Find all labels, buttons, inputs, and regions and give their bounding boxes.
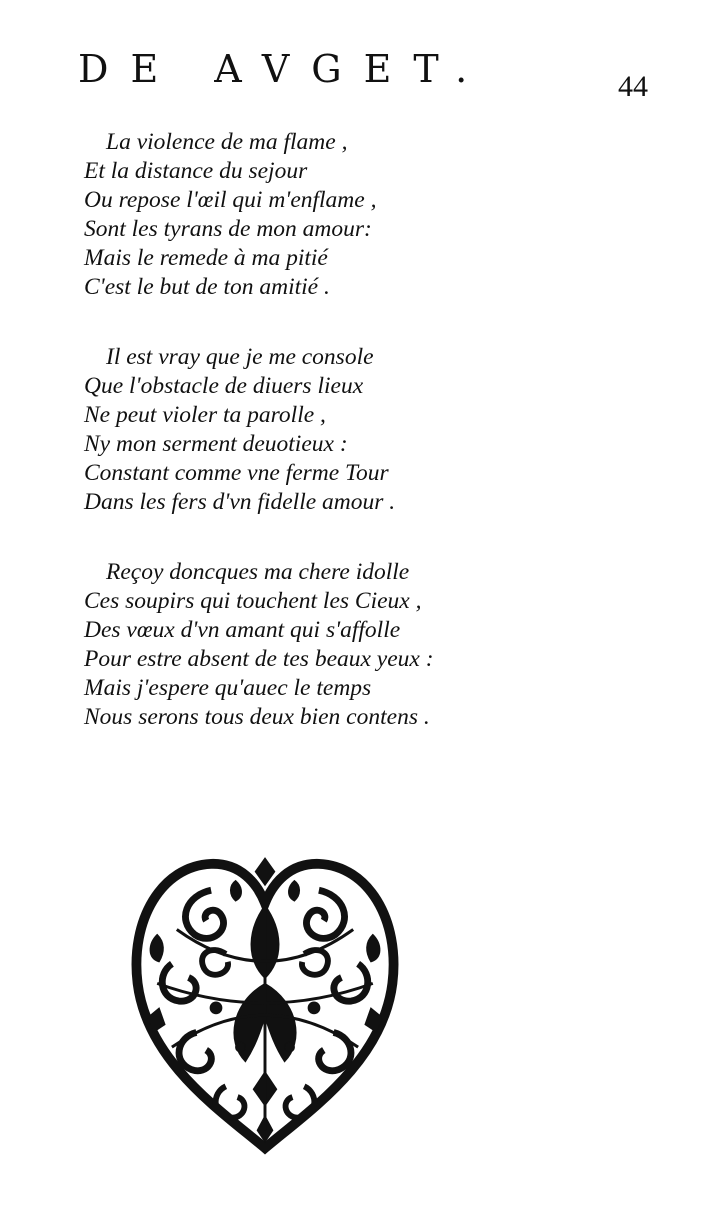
verse-line: Dans les fers d'vn fidelle amour .: [84, 489, 396, 515]
verse-line: Mais j'espere qu'auec le temps: [84, 675, 372, 701]
running-title: DE AVGET.: [78, 47, 490, 91]
poem: [84, 128, 644, 773]
heart-fleuron-icon: [118, 836, 412, 1170]
stanza: [84, 128, 644, 302]
verse-line: Ne peut violer ta parolle ,: [84, 402, 326, 428]
verse-line: Que l'obstacle de diuers lieux: [84, 373, 364, 399]
verse-line: Et la distance du sejour: [84, 158, 308, 184]
verse-line: Pour estre absent de tes beaux yeux :: [84, 646, 434, 672]
stanza: [84, 343, 644, 517]
verse-line: Mais le remede à ma pitié: [84, 245, 328, 271]
verse-line: Ny mon serment deuotieux :: [84, 431, 348, 457]
stanza: [84, 558, 644, 732]
verse-line: Constant comme vne ferme Tour: [84, 460, 389, 486]
page-number: 44: [618, 70, 648, 103]
verse-line: Des vœux d'vn amant qui s'affolle: [84, 617, 401, 643]
verse-line: Il est vray que je me console: [106, 344, 374, 370]
verse-line: La violence de ma flame ,: [106, 129, 348, 155]
verse-line: Ou repose l'œil qui m'enflame ,: [84, 187, 377, 213]
verse-line: Sont les tyrans de mon amour:: [84, 216, 372, 242]
verse-line: C'est le but de ton amitié .: [84, 274, 330, 300]
verse-line: Nous serons tous deux bien contens .: [84, 704, 430, 730]
verse-line: Ces soupirs qui touchent les Cieux ,: [84, 588, 422, 614]
verse-line: Reçoy doncques ma chere idolle: [106, 559, 410, 585]
